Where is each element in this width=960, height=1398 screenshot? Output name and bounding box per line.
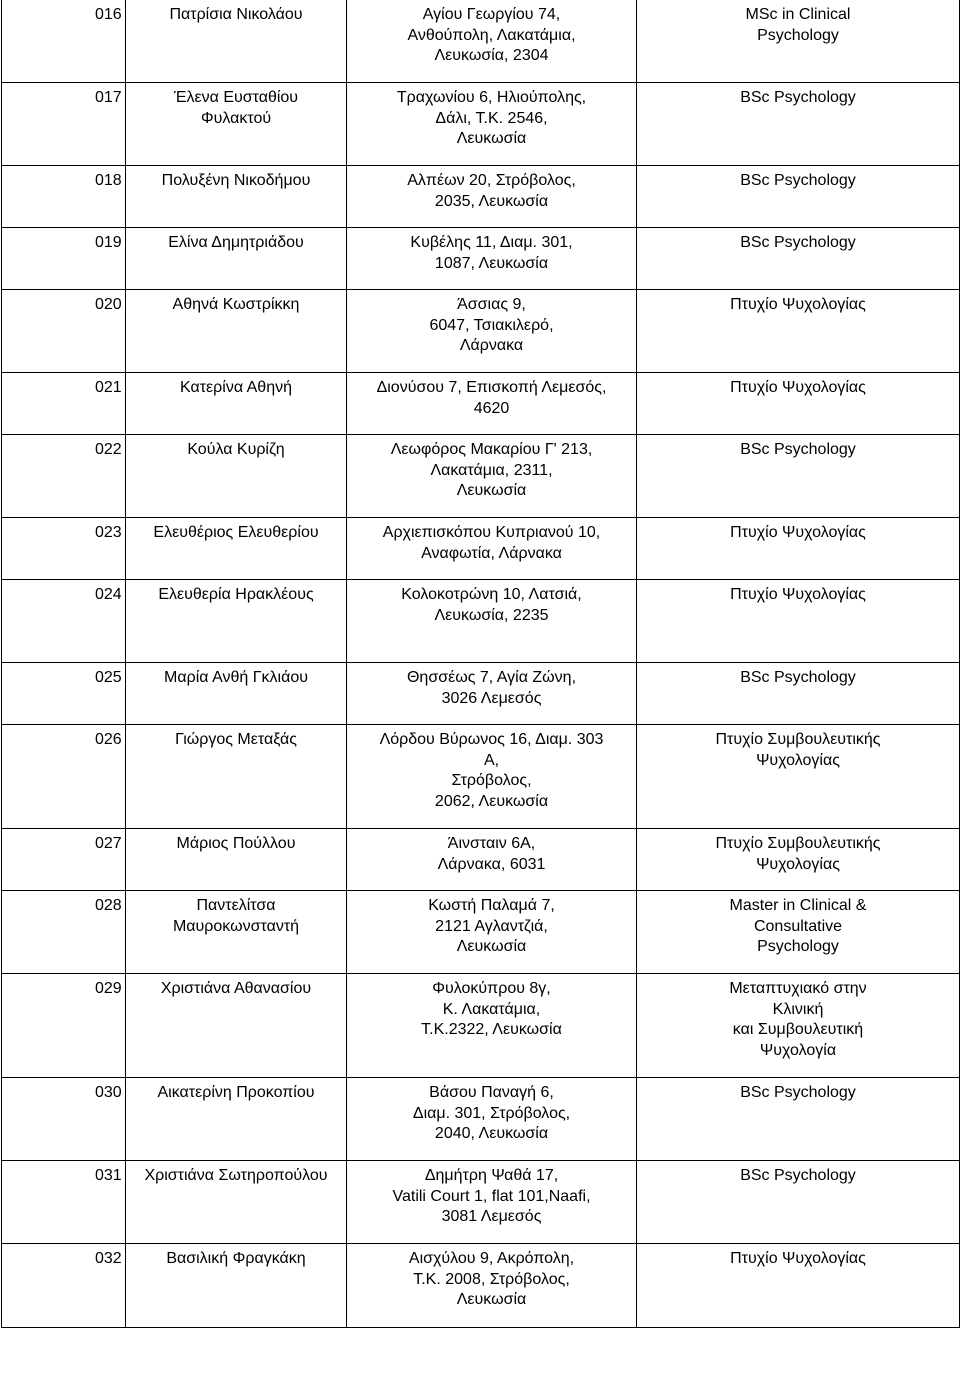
member-address-line: Κωστή Παλαμά 7, [428, 897, 555, 914]
table-row [2, 435, 960, 518]
row-number-cell [2, 83, 126, 166]
row-number-cell [2, 663, 126, 725]
member-address-cell [347, 829, 637, 891]
member-name-line: Γιώργος Μεταξάς [175, 731, 297, 748]
member-degree-line: Πτυχίο Ψυχολογίας [730, 379, 866, 396]
member-degree-line: BSc Psychology [740, 172, 856, 189]
member-degree-line: Πτυχίο Ψυχολογίας [730, 586, 866, 603]
member-address-line: Τ.Κ. 2008, Στρόβολος, [413, 1270, 570, 1288]
table-row [2, 83, 960, 166]
row-number-cell [2, 435, 126, 518]
member-name-cell [126, 83, 347, 166]
member-address-line: Λευκωσία [456, 1291, 527, 1308]
member-address-line: Άινσταιν 6Α, [447, 835, 536, 852]
member-name-line: Χριστιάνα Σωτηροπούλου [144, 1167, 328, 1184]
table-row [2, 829, 960, 891]
member-name-line: Ελευθερία Ηρακλέους [158, 586, 314, 603]
member-address-cell [347, 166, 637, 228]
row-number-cell [2, 974, 126, 1078]
member-address-line: Κυβέλης 11, Διαμ. 301, [410, 234, 573, 251]
table-row [2, 1244, 960, 1328]
member-name-line: Ελευθέριος Ελευθερίου [153, 524, 319, 541]
member-degree-line: Πτυχίο Ψυχολογίας [730, 524, 866, 541]
member-address-line: Αλπέων 20, Στρόβολος, [407, 172, 576, 189]
row-number: 032 [95, 1250, 122, 1267]
table-row [2, 0, 960, 83]
row-number-cell [2, 1161, 126, 1244]
member-degree-line: BSc Psychology [740, 1084, 856, 1101]
member-name-cell [126, 1161, 347, 1244]
member-name-cell [126, 829, 347, 891]
member-address-line: 2121 Αγλαντζιά, [435, 917, 548, 935]
member-address-line: 3081 Λεμεσός [441, 1208, 542, 1225]
member-name-cell [126, 290, 347, 373]
member-name-cell [126, 0, 347, 83]
member-address-line: Δημήτρη Ψαθά 17, [424, 1167, 559, 1184]
row-number-cell [2, 1244, 126, 1328]
member-address-line: Λάρνακα, 6031 [437, 855, 546, 873]
member-degree-line: Πτυχίο Ψυχολογίας [730, 1250, 866, 1267]
registry-body [2, 0, 960, 1328]
member-degree-cell [637, 1078, 960, 1161]
member-degree-line: Psychology [757, 938, 839, 955]
table-row [2, 891, 960, 974]
member-name-cell [126, 974, 347, 1078]
member-degree-line: Πτυχίο Συμβουλευτικής [715, 835, 881, 852]
member-address-line: Λευκωσία [456, 482, 527, 499]
member-address-cell [347, 1161, 637, 1244]
member-address-line: Αναφωτία, Λάρνακα [421, 544, 562, 562]
member-degree-line: Master in Clinical & [729, 897, 867, 914]
table-row [2, 166, 960, 228]
row-number-cell [2, 1078, 126, 1161]
member-name-cell [126, 1078, 347, 1161]
member-name-cell [126, 435, 347, 518]
row-number-cell [2, 829, 126, 891]
member-name-cell [126, 1244, 347, 1328]
member-address-line: Λακατάμια, 2311, [430, 461, 553, 479]
member-address-line: 2062, Λευκωσία [434, 792, 549, 810]
member-degree-line: BSc Psychology [740, 441, 856, 458]
member-address-cell [347, 373, 637, 435]
member-address-cell [347, 891, 637, 974]
member-name-line: Ελίνα Δημητριάδου [168, 234, 304, 251]
member-degree-cell [637, 83, 960, 166]
member-address-line: Κολοκοτρώνη 10, Λατσιά, [401, 586, 582, 603]
member-degree-cell [637, 974, 960, 1078]
member-address-line: Λάρνακα [459, 337, 524, 354]
member-name-cell [126, 580, 347, 663]
member-degree-line: Psychology [757, 26, 839, 44]
member-degree-cell [637, 435, 960, 518]
table-row [2, 725, 960, 829]
member-name-cell [126, 518, 347, 580]
member-address-line: Ανθούπολη, Λακατάμια, [407, 26, 576, 44]
member-degree-line: Consultative [753, 917, 843, 935]
member-degree-cell [637, 518, 960, 580]
member-name-cell [126, 663, 347, 725]
member-address-line: Άσσιας 9, [457, 296, 526, 313]
row-number: 031 [95, 1167, 122, 1184]
row-number-cell [2, 373, 126, 435]
member-address-line: Λόρδου Βύρωνος 16, Διαμ. 303 [379, 731, 604, 748]
member-address-cell [347, 974, 637, 1078]
member-name-line: Έλενα Ευσταθίου [173, 89, 299, 106]
row-number: 023 [95, 524, 122, 541]
member-degree-line: Πτυχίο Συμβουλευτικής [715, 731, 881, 748]
member-address-line: Διονύσου 7, Επισκοπή Λεμεσός, [376, 379, 607, 396]
member-address-cell [347, 228, 637, 290]
row-number: 020 [95, 296, 122, 313]
member-address-line: Βάσου Παναγή 6, [429, 1084, 554, 1101]
table-row [2, 1078, 960, 1161]
member-degree-cell [637, 373, 960, 435]
member-address-line: Θησσέως 7, Αγία Ζώνη, [406, 669, 577, 686]
table-row [2, 290, 960, 373]
member-name-line: Μάριος Πούλλου [176, 835, 296, 852]
member-degree-line: Μεταπτυχιακό στην [729, 980, 867, 997]
row-number: 025 [95, 669, 122, 686]
member-address-cell [347, 435, 637, 518]
member-address-line: 2040, Λευκωσία [434, 1125, 549, 1142]
table-row [2, 663, 960, 725]
member-name-cell [126, 373, 347, 435]
member-address-line: 2035, Λευκωσία [434, 192, 549, 210]
row-number-cell [2, 891, 126, 974]
member-address-line: Λεωφόρος Μακαρίου Γ' 213, [390, 441, 593, 458]
row-number: 029 [95, 980, 122, 997]
member-name-cell [126, 891, 347, 974]
member-degree-line: Κλινική [772, 1000, 824, 1018]
row-number: 021 [95, 379, 122, 396]
member-degree-cell [637, 663, 960, 725]
member-degree-line: BSc Psychology [740, 234, 856, 251]
member-address-cell [347, 663, 637, 725]
member-degree-line: Ψυχολογίας [756, 751, 840, 769]
row-number-cell [2, 0, 126, 83]
row-number-cell [2, 580, 126, 663]
row-number: 016 [95, 6, 122, 23]
row-number: 028 [95, 897, 122, 914]
member-address-line: 3026 Λεμεσός [441, 689, 542, 707]
registry-table [1, 0, 960, 1328]
member-name-cell [126, 228, 347, 290]
member-address-line: Λευκωσία, 2235 [434, 606, 549, 624]
member-address-cell [347, 0, 637, 83]
member-address-cell [347, 1078, 637, 1161]
member-degree-line: BSc Psychology [740, 669, 856, 686]
row-number: 019 [95, 234, 122, 251]
member-address-line: Στρόβολος, [451, 772, 532, 789]
table-row [2, 373, 960, 435]
member-degree-line: Ψυχολογίας [756, 855, 840, 873]
member-address-cell [347, 518, 637, 580]
member-degree-line: BSc Psychology [740, 89, 856, 106]
member-name-line: Κούλα Κυρίζη [187, 441, 285, 458]
member-degree-cell [637, 829, 960, 891]
member-name-cell [126, 725, 347, 829]
member-address-line: Αγίου Γεωργίου 74, [422, 6, 561, 23]
row-number: 018 [95, 172, 122, 189]
row-number-cell [2, 228, 126, 290]
row-number: 017 [95, 89, 122, 106]
member-degree-cell [637, 166, 960, 228]
member-degree-cell [637, 725, 960, 829]
member-address-line: Α, [483, 751, 500, 769]
member-name-line: Μαυροκωνσταντή [172, 917, 300, 935]
row-number: 030 [95, 1084, 122, 1101]
row-number-cell [2, 725, 126, 829]
row-number: 027 [95, 835, 122, 852]
member-degree-cell [637, 290, 960, 373]
member-degree-cell [637, 891, 960, 974]
member-name-line: Αθηνά Κωστρίκκη [172, 296, 300, 313]
member-name-cell [126, 166, 347, 228]
member-address-line: Vatili Court 1, flat 101,Naafi, [392, 1187, 591, 1205]
member-address-cell [347, 290, 637, 373]
member-degree-line: Πτυχίο Ψυχολογίας [730, 296, 866, 313]
member-degree-line: και Συμβουλευτική [732, 1021, 864, 1038]
member-address-line: Λευκωσία [456, 938, 527, 955]
table-row [2, 974, 960, 1078]
row-number-cell [2, 290, 126, 373]
member-name-line: Αικατερίνη Προκοπίου [157, 1084, 315, 1101]
member-address-line: Διαμ. 301, Στρόβολος, [412, 1104, 571, 1122]
member-address-line: 4620 [473, 399, 510, 417]
table-row [2, 518, 960, 580]
member-address-line: Λευκωσία [456, 130, 527, 147]
member-address-line: Λευκωσία, 2304 [434, 47, 549, 64]
member-degree-cell [637, 228, 960, 290]
member-degree-line: Ψυχολογία [759, 1041, 837, 1059]
member-address-line: Κ. Λακατάμια, [442, 1000, 541, 1018]
member-address-cell [347, 725, 637, 829]
member-address-line: Αρχιεπισκόπου Κυπριανού 10, [382, 524, 601, 541]
member-address-line: 6047, Τσιακιλερό, [429, 316, 554, 334]
member-address-line: 1087, Λευκωσία [434, 254, 549, 272]
member-name-line: Χριστιάνα Αθανασίου [160, 980, 312, 997]
member-degree-cell [637, 0, 960, 83]
member-name-line: Βασιλική Φραγκάκη [166, 1250, 306, 1267]
member-name-line: Πατρίσια Νικολάου [169, 6, 303, 23]
member-address-line: Φυλοκύπρου 8γ, [432, 980, 551, 997]
member-address-cell [347, 1244, 637, 1328]
member-address-line: Τραχωνίου 6, Ηλιούπολης, [396, 89, 587, 106]
member-degree-line: BSc Psychology [740, 1167, 856, 1184]
row-number-cell [2, 518, 126, 580]
table-row [2, 228, 960, 290]
member-degree-cell [637, 1161, 960, 1244]
member-name-line: Μαρία Ανθή Γκλιάου [164, 669, 308, 686]
member-address-line: Τ.Κ.2322, Λευκωσία [421, 1021, 562, 1038]
member-name-line: Πολυξένη Νικοδήμου [161, 172, 311, 189]
member-address-cell [347, 580, 637, 663]
member-name-line: Κατερίνα Αθηνή [179, 379, 292, 396]
row-number: 022 [95, 441, 122, 458]
row-number-cell [2, 166, 126, 228]
member-degree-line: MSc in Clinical [745, 6, 851, 23]
member-degree-cell [637, 580, 960, 663]
table-row [2, 1161, 960, 1244]
member-address-line: Δάλι, Τ.Κ. 2546, [435, 109, 548, 127]
member-degree-cell [637, 1244, 960, 1328]
member-name-line: Φυλακτού [200, 109, 272, 127]
row-number: 024 [95, 586, 122, 603]
member-address-cell [347, 83, 637, 166]
member-name-line: Παντελίτσα [196, 897, 276, 914]
table-row [2, 580, 960, 663]
member-address-line: Αισχύλου 9, Ακρόπολη, [408, 1250, 575, 1267]
row-number: 026 [95, 731, 122, 748]
